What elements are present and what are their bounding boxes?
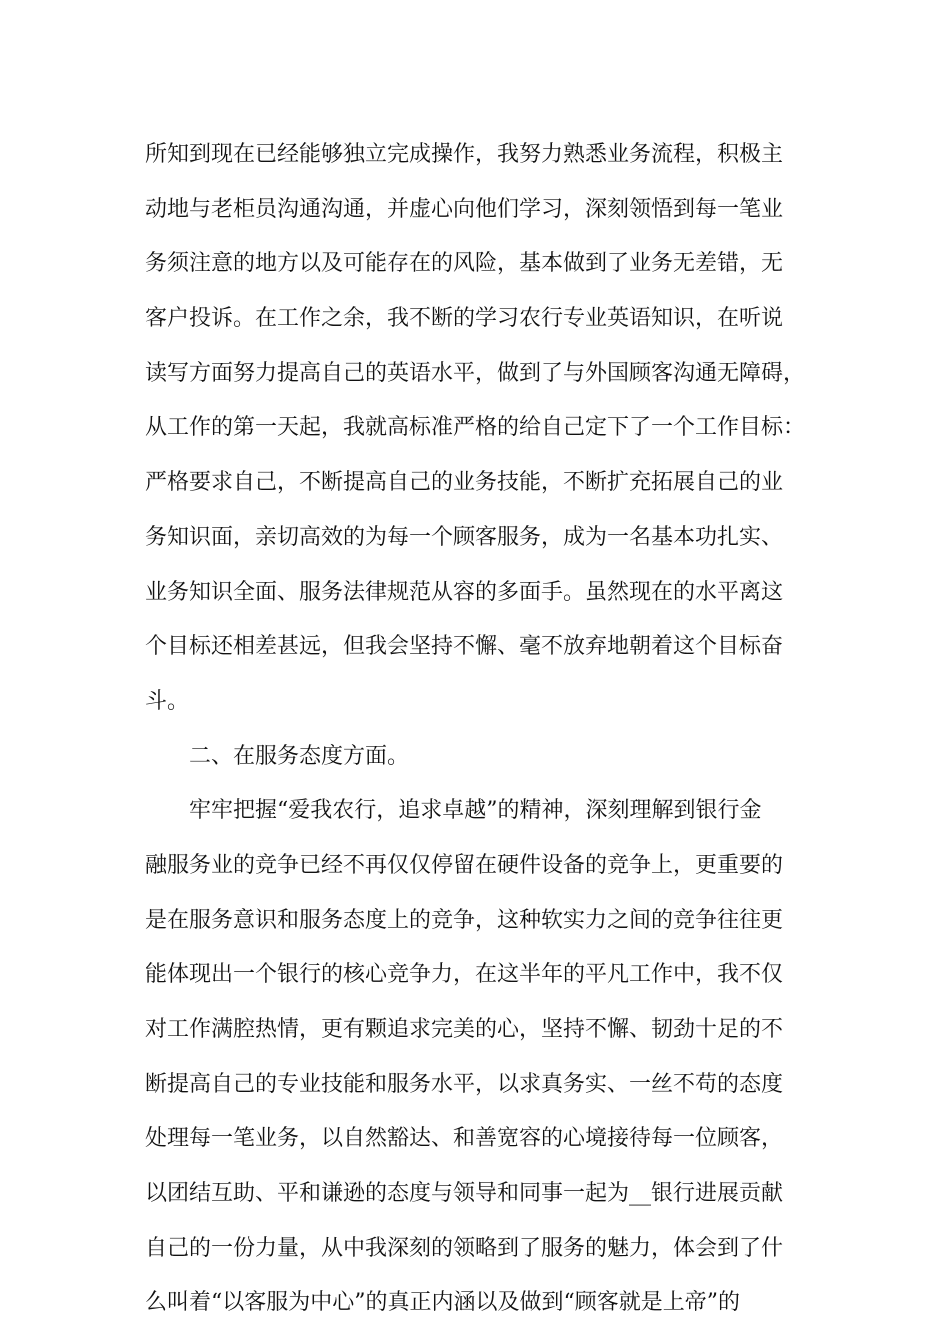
text-line: 以团结互助、平和谦逊的态度与领导和同事一起为__银行进展贡献	[145, 1181, 784, 1207]
text-line: 个目标还相差甚远，但我会坚持不懈、毫不放弃地朝着这个目标奋	[145, 634, 784, 660]
section-heading: 二、在服务态度方面。	[189, 743, 410, 769]
text-line: 务知识面，亲切高效的为每一个顾客服务，成为一名基本功扎实、	[145, 524, 784, 550]
text-line: 读写方面努力提高自己的英语水平，做到了与外国顾客沟通无障碍，	[145, 360, 806, 386]
text-line: 断提高自己的专业技能和服务水平，以求真务实、一丝不苟的态度	[145, 1071, 784, 1097]
text-line: 么叫着“以客服为中心”的真正内涵以及做到“顾客就是上帝”的	[145, 1290, 740, 1316]
text-line: 务须注意的地方以及可能存在的风险，基本做到了业务无差错，无	[145, 251, 784, 277]
text-line: 是在服务意识和服务态度上的竞争，这种软实力之间的竞争往往更	[145, 907, 784, 933]
text-line: 业务知识全面、服务法律规范从容的多面手。虽然现在的水平离这	[145, 579, 784, 605]
paragraph-service-attitude	[145, 784, 810, 1331]
document-body	[145, 128, 810, 1331]
text-line: 自己的一份力量，从中我深刻的领略到了服务的魅力，体会到了什	[145, 1235, 784, 1261]
text-line: 能体现出一个银行的核心竞争力，在这半年的平凡工作中，我不仅	[145, 962, 784, 988]
text-line: 客户投诉。在工作之余，我不断的学习农行专业英语知识，在听说	[145, 306, 784, 332]
text-line: 严格要求自己，不断提高自己的业务技能，不断扩充拓展自己的业	[145, 470, 784, 496]
paragraph-work-skills	[145, 128, 810, 730]
text-line: 处理每一笔业务，以自然豁达、和善宽容的心境接待每一位顾客，	[145, 1126, 784, 1152]
text-line: 所知到现在已经能够独立完成操作，我努力熟悉业务流程，积极主	[145, 142, 784, 167]
text-line: 从工作的第一天起，我就高标准严格的给自己定下了一个工作目标：	[145, 415, 806, 441]
text-line: 融服务业的竞争已经不再仅仅停留在硬件设备的竞争上，更重要的	[145, 852, 784, 878]
text-line: 牢牢把握“爱我农行，追求卓越”的精神，深刻理解到银行金	[189, 798, 762, 824]
text-line: 斗。	[145, 688, 190, 714]
text-line: 动地与老柜员沟通沟通，并虚心向他们学习，深刻领悟到每一笔业	[145, 196, 784, 222]
text-line: 对工作满腔热情，更有颗追求完美的心，坚持不懈、韧劲十足的不	[145, 1017, 784, 1042]
